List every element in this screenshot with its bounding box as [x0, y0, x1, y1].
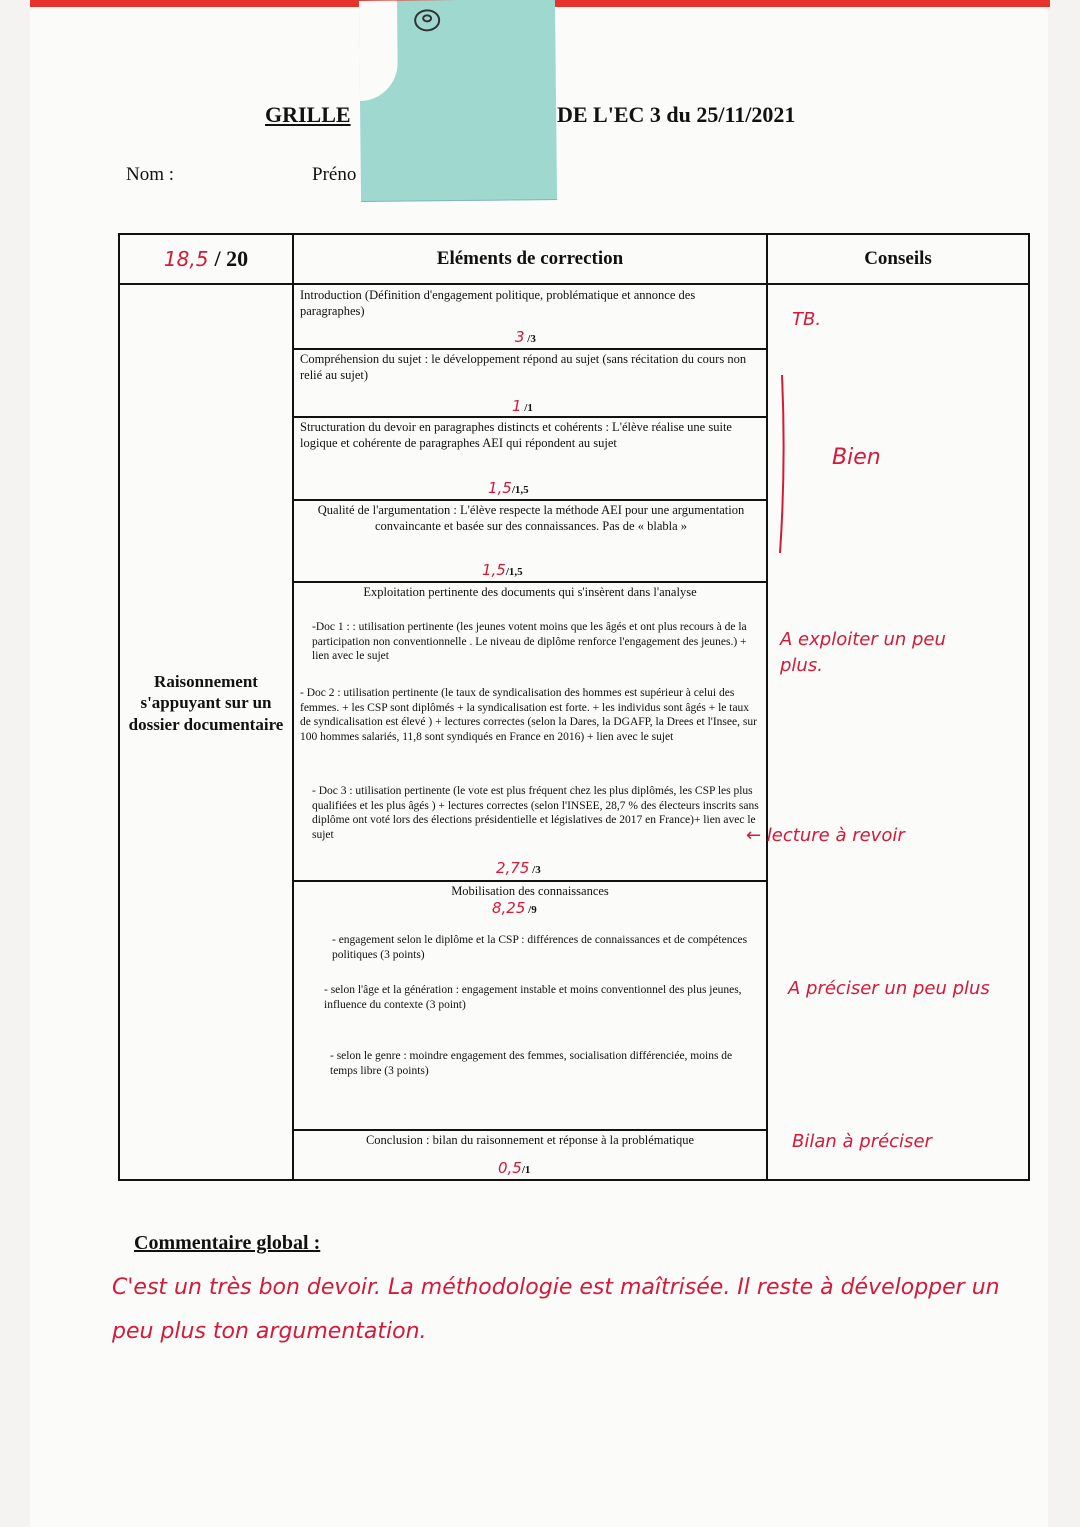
header-conseils: Conseils: [864, 248, 932, 269]
row-divider: [294, 1129, 766, 1131]
criterion-documents-score: 2,75 /3: [496, 859, 541, 877]
criterion-conclusion-score: 0,5/1: [498, 1159, 531, 1177]
row-divider: [294, 581, 766, 583]
header-divider: [120, 283, 1028, 285]
criterion-structuration-score: 1,5/1,5: [488, 479, 529, 497]
row-divider: [294, 880, 766, 882]
criterion-conclusion: Conclusion : bilan du raisonnement et réponse à la problématique: [365, 1133, 695, 1147]
comment-text: C'est un très bon devoir. La méthodologie est maîtrisée. Il reste à développer un peu plus ton argumentation.: [112, 1275, 1000, 1344]
col-divider-2: [766, 235, 768, 1179]
title-left: GRILLE: [265, 102, 351, 127]
total-score: [120, 235, 292, 283]
advice-bilan: Bilan à préciser: [792, 1131, 932, 1152]
knowledge-3: - selon le genre : moindre engagement des femmes, socialisation différenciée, moins de temps libre (3 points): [330, 1050, 733, 1077]
doc-3: - Doc 3 : utilisation pertinente (le vote est plus fréquent chez les plus diplômés, les CSP les plus qualifiées et les plus âgés ) + lectures correctes (selon l'INSEE, 28,7 % des électeurs inscrits sans diplôme ont voté lors des élections présidentielle et législatives de 2017 en France)+ lien avec le sujet: [312, 785, 759, 842]
row-divider: [294, 499, 766, 501]
criterion-argumentation: Qualité de l'argumentation : L'élève respecte la méthode AEI pour une argumentation convaincante et basée sur des connaissances. Pas de « blabla »: [317, 503, 745, 533]
advice-lecture: ← lecture à revoir: [746, 825, 905, 846]
row-divider: [294, 416, 766, 418]
row-divider: [294, 348, 766, 350]
doc-1: -Doc 1 : : utilisation pertinente (les jeunes votent moins que les âgés et ont plus recours à de la participation non conventionnelle . Le niveau de diplôme renforce l'engagement des jeunes.) + lien avec le sujet: [312, 621, 747, 663]
row-label: Raisonnement s'appuyant sur un dossier documentaire: [128, 672, 284, 734]
criterion-documents: Exploitation pertinente des documents qui s'insèrent dans l'analyse: [363, 585, 697, 599]
torn-corner: [359, 1, 398, 101]
header-correction: Eléments de correction: [436, 248, 624, 269]
sticky-note: [359, 0, 557, 202]
criterion-knowledge: Mobilisation des connaissances: [451, 884, 609, 898]
grading-table: [118, 233, 1030, 1181]
criterion-knowledge-score: 8,25 /9: [492, 899, 537, 917]
doodle-icon: [407, 2, 447, 42]
criterion-intro: Introduction (Définition d'engagement politique, problématique et annonce des paragraphes): [300, 288, 696, 318]
knowledge-2: - selon l'âge et la génération : engagement instable et moins conventionnel des plus jeunes, influence du contexte (3 point): [324, 984, 742, 1011]
title-right: DE L'EC 3 du 25/11/2021: [557, 102, 796, 127]
score-value: 18,5: [163, 247, 209, 271]
advice-tb: TB.: [792, 309, 822, 330]
criterion-intro-score: 3 /3: [515, 328, 536, 346]
criterion-argumentation-score: 1,5/1,5: [482, 561, 523, 579]
advice-bien: Bien: [832, 445, 881, 470]
criterion-structuration: Structuration du devoir en paragraphes distincts et cohérents : L'élève réalise une suite logique et cohérente de paragraphes AEI qui répondent au sujet: [300, 420, 732, 450]
bracket-mark: [772, 375, 792, 555]
page-title: [265, 102, 796, 128]
knowledge-1: - engagement selon le diplôme et la CSP : différences de connaissances et de compétences politiques (3 points): [332, 934, 748, 961]
comment-title: Commentaire global :: [134, 1232, 321, 1254]
prenom-label: Préno: [312, 164, 357, 185]
criterion-comprehension-score: 1 /1: [512, 397, 533, 415]
doc-2: - Doc 2 : utilisation pertinente (le taux de syndicalisation des hommes est supérieur à celui des femmes. + les CSP sont diplômés + la syndicalisation est forte. + les individus sont âgés + le taux de syndicalisation est élevé ) + lectures correctes (selon la Dares, la DGAFP, la Drees et l'Insee, sur 100 hommes salariés, 11,8 sont syndiqués en France en 2016) + lien avec le sujet: [300, 687, 757, 744]
advice-exploiter: A exploiter un peu plus.: [780, 629, 946, 676]
score-total: / 20: [214, 246, 249, 271]
col-divider-1: [292, 235, 294, 1179]
advice-preciser: A préciser un peu plus: [788, 978, 990, 999]
criterion-comprehension: Compréhension du sujet : le développement répond au sujet (sans récitation du cours non relié au sujet): [300, 352, 747, 382]
nom-label: Nom :: [126, 164, 175, 185]
